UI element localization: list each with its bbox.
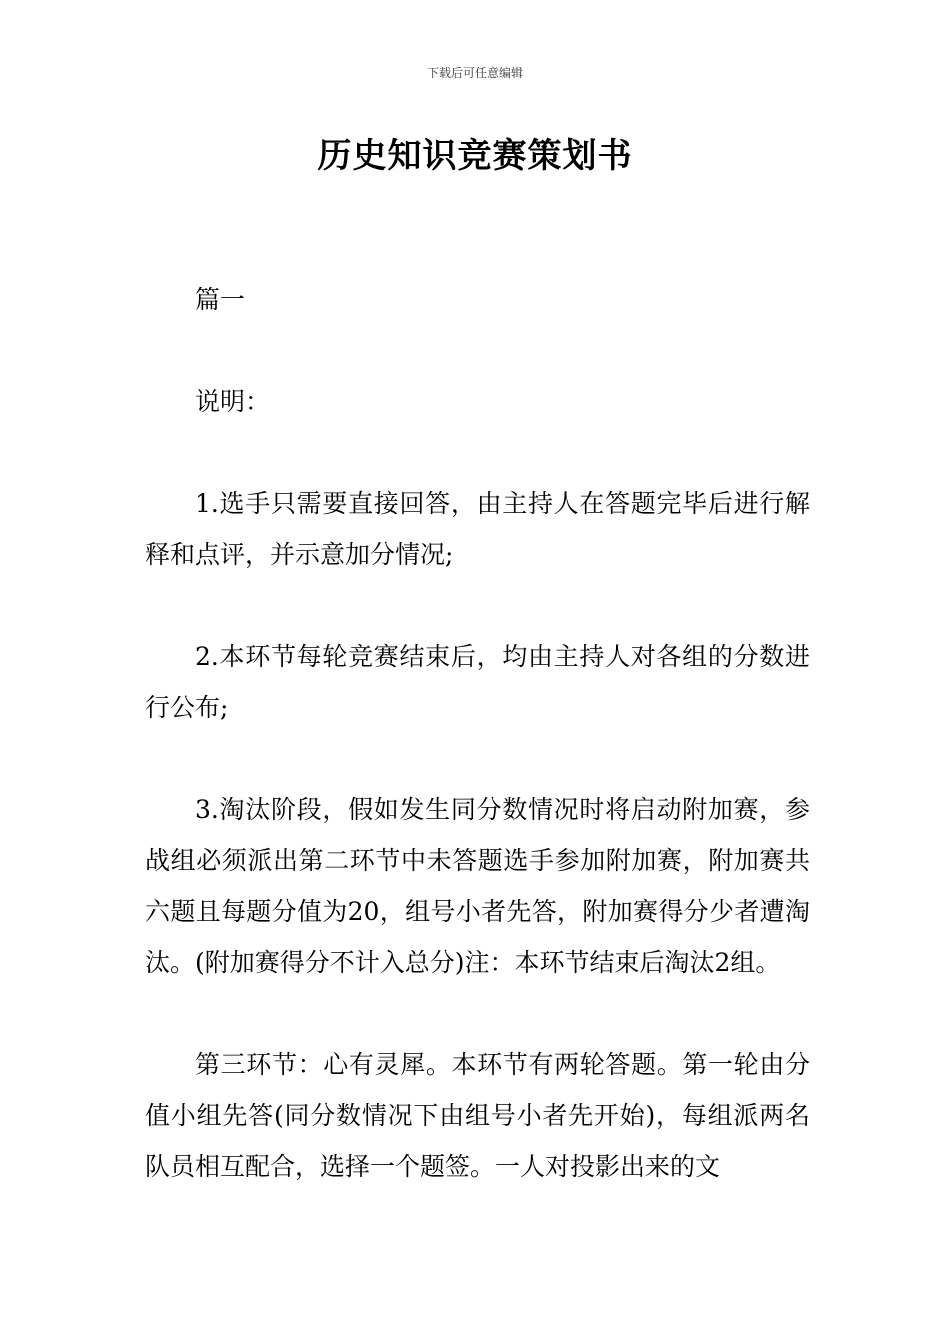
header-note: 下载后可任意编辑 <box>426 66 523 80</box>
paragraph-rule-2: 2.本环节每轮竞赛结束后，均由主持人对各组的分数进行公布; <box>145 642 810 722</box>
paragraph-section-label: 篇一 <box>195 285 246 314</box>
paragraph-rule-3: 3.淘汰阶段，假如发生同分数情况时将启动附加赛，参战组必须派出第二环节中未答题选手参加附加赛，附加赛共六题且每题分值为20，组号小者先答，附加赛得分少者遭淘汰。(附加赛得分不计入总分)注：本环节结束后淘汰2组。 <box>145 795 810 977</box>
paragraph-round-3: 第三环节：心有灵犀。本环节有两轮答题。第一轮由分值小组先答(同分数情况下由组号小者先开始)，每组派两名队员相互配合，选择一个题签。一人对投影出来的文 <box>145 1050 810 1181</box>
paragraph-rule-1: 1.选手只需要直接回答，由主持人在答题完毕后进行解释和点评，并示意加分情况; <box>145 489 810 569</box>
document-title: 历史知识竞赛策划书 <box>317 136 633 176</box>
paragraph-explanation-label: 说明： <box>195 387 271 416</box>
document-body <box>145 274 810 1243</box>
